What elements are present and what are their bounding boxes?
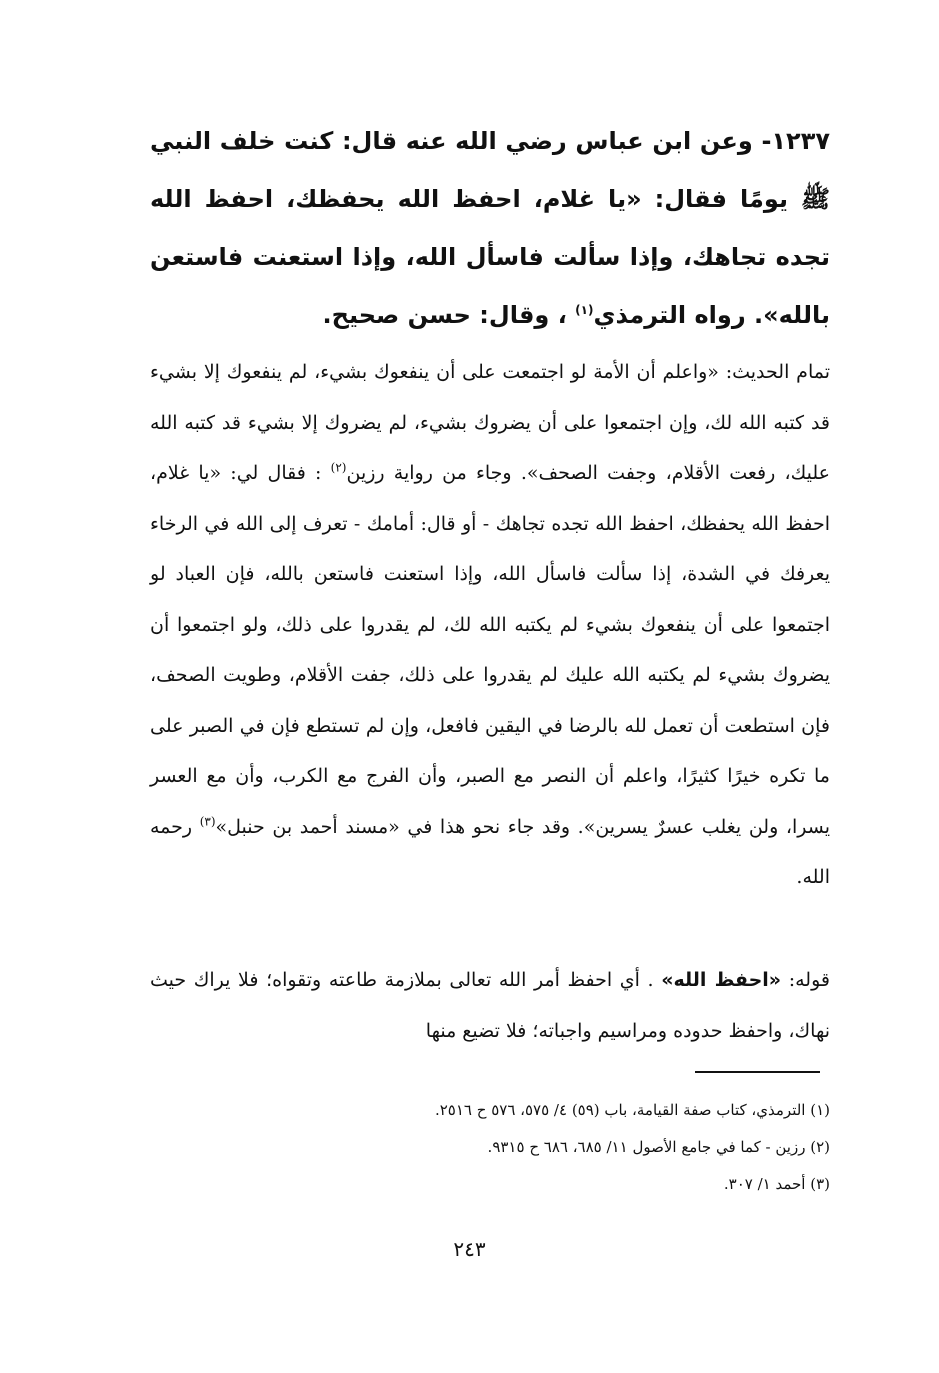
page-number: ٢٤٣ — [453, 1237, 486, 1261]
commentary-part-3: رحمه الله. — [150, 815, 830, 888]
footnote-2: (٢) رزين - كما في جامع الأصول ١١/ ٦٨٥، ٦٨٦ ح ٩٣١٥. — [487, 1138, 830, 1156]
commentary-paragraph — [150, 347, 830, 903]
hadith-grading: ، وقال: حسن صحيح. — [322, 301, 567, 329]
footnotes-list — [150, 1092, 830, 1203]
footnote-separator — [695, 1071, 820, 1073]
explanation-lead: قوله: — [781, 969, 830, 991]
footnote-ref-2: (٢) — [330, 460, 347, 475]
commentary-part-1: تمام الحديث: «واعلم أن الأمة لو اجتمعت على أن ينفعوك بشيء، لم ينفعوك إلا بشيء قد كتبه الله لك، وإن اجتمعوا على أن يضروك بشيء، لم يضروك إلا بشيء قد كتبه الله عليك، رفعت الأقلام، وجفت الصحف». وجاء من رواية رزين — [150, 361, 831, 484]
explanation-rest: . أي احفظ أمر الله تعالى بملازمة طاعته وتقواه؛ فلا يراك حيث نهاك، واحفظ حدوده ومراسيم واجباته؛ فلا تضيع منها — [150, 969, 830, 1042]
footnote-ref-3: (٣) — [199, 814, 216, 829]
commentary-part-2: : فقال لي: «يا غلام، احفظ الله يحفظك، احفظ الله تجده تجاهك - أو قال: أمامك - تعرف إلى الله في الرخاء يعرفك في الشدة، إذا سألت فاسأل الله، وإذا استعنت فاستعن بالله، فإن العباد لو اجتمعوا على أن ينفعوك بشيء لم يكتبه الله لك، لم يقدروا على ذلك، ولو اجتمعوا أن يضروك بشيء لم يكتبه الله عليك لم يقدروا على ذلك، جفت الأقلام، وطويت الصحف، فإن استطعت أن تعمل لله بالرضا في اليقين فافعل، وإن لم تستطع فإن في الصبر على ما تكره خيرًا كثيرًا، واعلم أن النصر مع الصبر، وأن الفرج مع الكرب، وأن مع العسر يسرا، ولن يغلب عسرٌ يسرين». وقد جاء نحو هذا في «مسند أحمد بن حنبل» — [150, 462, 830, 838]
hadith-text — [150, 112, 830, 344]
footnote-1: (١) الترمذي، كتاب صفة القيامة، باب (٥٩) ٤/ ٥٧٥، ٥٧٦ ح ٢٥١٦. — [434, 1101, 830, 1119]
footnote-3: (٣) أحمد ١/ ٣٠٧. — [723, 1175, 830, 1193]
explanation-paragraph — [150, 955, 830, 1056]
explanation-bold-phrase: «احفظ الله» — [661, 969, 782, 991]
hadith-main: ١٢٣٧- وعن ابن عباس رضي الله عنه قال: كنت خلف النبي ﷺ يومًا فقال: «يا غلام، احفظ الله يحفظك، احفظ الله تجده تجاهك، وإذا سألت فاسأل الله، وإذا استعنت فاستعن بالله». رواه الترمذي — [150, 127, 830, 329]
footnote-ref-1: (١) — [575, 303, 594, 317]
